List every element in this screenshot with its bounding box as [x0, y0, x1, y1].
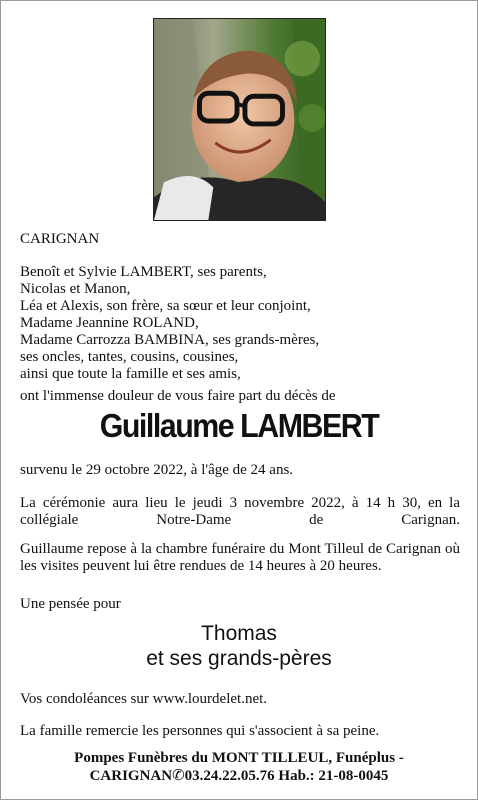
ceremony-info: La cérémonie aura lieu le jeudi 3 novembre 2022, à 14 h 30, en la collégiale Notre-Dame de Carignan.	[20, 495, 460, 528]
deceased-name: Guillaume LAMBERT	[99, 407, 379, 444]
death-date: survenu le 29 octobre 2022, à l'âge de 24 ans.	[20, 462, 294, 478]
dedication-line: et ses grands-pères	[146, 647, 332, 670]
funeral-home-contact: 03.24.22.05.76 Hab.: 21-08-0045	[184, 768, 389, 784]
family-line: Léa et Alexis, son frère, sa sœur et leur conjoint,	[20, 298, 311, 314]
funeral-home-name: Pompes Funèbres du MONT TILLEUL, Funéplus -	[74, 750, 404, 766]
city-heading: CARIGNAN	[20, 231, 100, 247]
funeral-home	[1, 749, 477, 785]
family-list	[20, 264, 460, 383]
family-line: ses oncles, tantes, cousins, cousines,	[20, 349, 239, 365]
dedication-line: Thomas	[201, 622, 277, 645]
family-line: ainsi que toute la famille et ses amis,	[20, 366, 241, 382]
funeral-home-city: CARIGNAN	[89, 768, 173, 784]
thanks-text: La famille remercie les personnes qui s'associent à sa peine.	[20, 723, 380, 739]
dedication	[1, 621, 477, 671]
funeral-home-contact-line	[1, 767, 477, 785]
family-line: Nicolas et Manon,	[20, 281, 131, 297]
phone-icon: ✆	[172, 768, 185, 784]
condolences-link: Vos condoléances sur www.lourdelet.net.	[20, 691, 268, 707]
announcement-intro: ont l'immense douleur de vous faire part du décès de	[20, 388, 336, 404]
thought-intro: Une pensée pour	[20, 596, 121, 612]
family-line: Benoît et Sylvie LAMBERT, ses parents,	[20, 264, 267, 280]
family-line: Madame Jeannine ROLAND,	[20, 315, 199, 331]
repose-info: Guillaume repose à la chambre funéraire du Mont Tilleul de Carignan où les visites peuvent lui être rendues de 14 heures à 20 heures.	[20, 541, 460, 574]
portrait-image	[154, 19, 325, 220]
family-line: Madame Carrozza BAMBINA, ses grands-mères,	[20, 332, 320, 348]
portrait-photo	[153, 18, 326, 221]
